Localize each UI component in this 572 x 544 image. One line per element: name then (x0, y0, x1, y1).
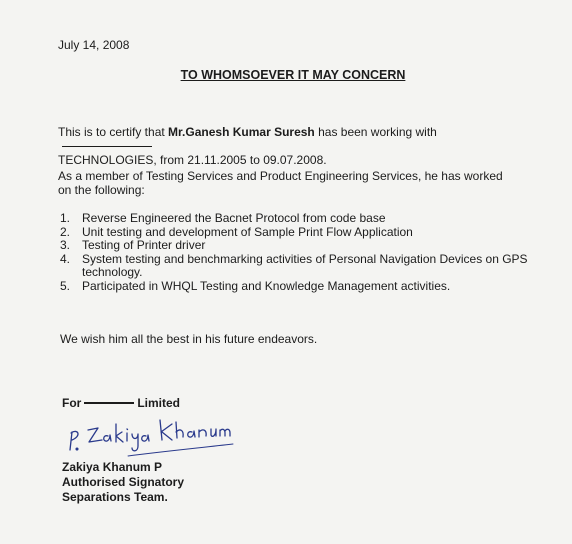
para1-middle: has been working with (314, 125, 437, 139)
services-paragraph: As a member of Testing Services and Product Engineering Services, he has worked on the following: (58, 169, 503, 197)
company-name-blank (62, 146, 152, 147)
list-item: 2. Unit testing and development of Sample Print Flow Application (60, 224, 413, 239)
work-items-list (58, 212, 528, 293)
signatory-block (62, 460, 184, 505)
handwritten-signature (58, 400, 238, 458)
certification-paragraph (58, 125, 518, 167)
letter-subject: TO WHOMSOEVER IT MAY CONCERN (180, 68, 406, 82)
list-item: 3. Testing of Printer driver (60, 238, 206, 252)
for-prefix: For (62, 396, 82, 410)
list-item: 4. System testing and benchmarking activities of Personal Navigation Devices on GPS technology. (60, 251, 528, 279)
letter-date: July 14, 2008 (58, 38, 130, 52)
signatory-title: Authorised Signatory (62, 475, 185, 489)
closing-line: We wish him all the best in his future endeavors. (60, 332, 318, 346)
for-suffix: Limited (137, 396, 181, 410)
list-item: 5. Participated in WHQL Testing and Knowledge Management activities. (60, 278, 451, 293)
employee-name: Mr.Ganesh Kumar Suresh (168, 125, 315, 139)
signatory-name: Zakiya Khanum P (62, 460, 163, 474)
list-item: 1. Reverse Engineered the Bacnet Protocol from code base (60, 211, 386, 225)
signatory-team: Separations Team. (62, 490, 168, 504)
para1-line2: TECHNOLOGIES, from 21.11.2005 to 09.07.2008. (58, 153, 327, 167)
para1-prefix: This is to certify that (58, 125, 169, 139)
